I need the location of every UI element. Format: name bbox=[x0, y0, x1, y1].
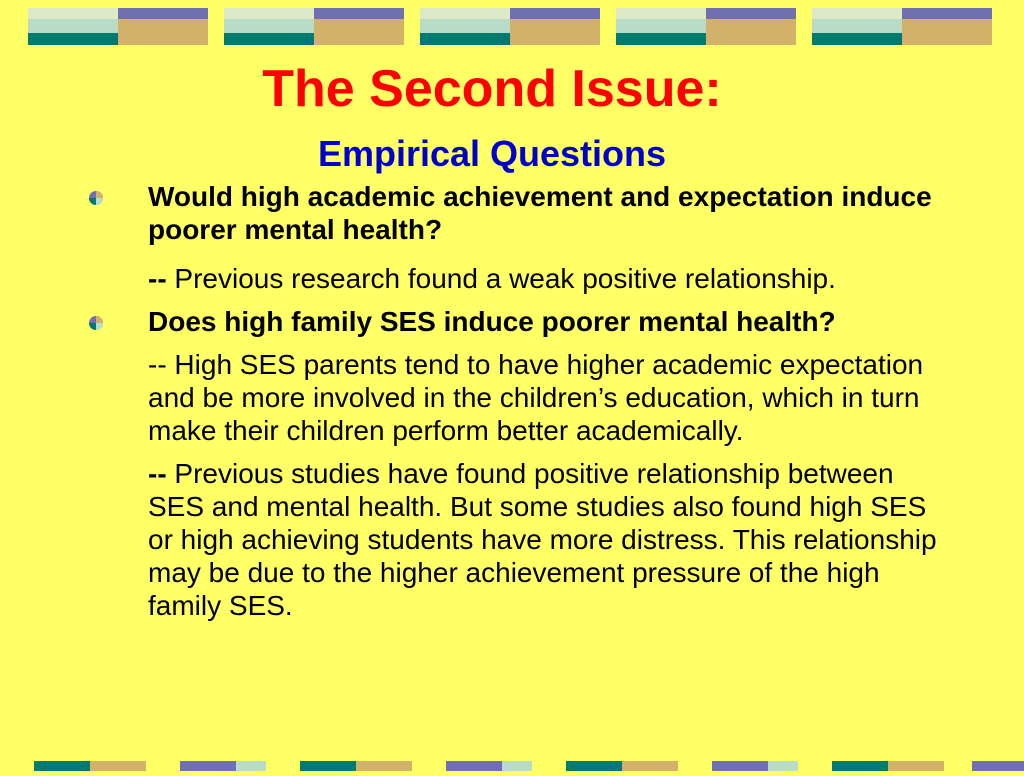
bullet-item-1 bbox=[0, 180, 1024, 246]
note-dash: -- bbox=[148, 349, 167, 380]
note-2-1 bbox=[0, 348, 948, 447]
bullet-disc-icon bbox=[88, 315, 104, 331]
top-banner-tile-5 bbox=[812, 8, 992, 45]
note-dash: -- bbox=[148, 263, 167, 294]
bullet-disc-icon bbox=[88, 190, 104, 206]
bottom-decorative-banner bbox=[0, 758, 1024, 768]
top-banner-tile-1 bbox=[28, 8, 208, 45]
bullet-question-1: Would high academic achievement and expectation induce poorer mental health? bbox=[148, 181, 932, 245]
top-banner-graphic bbox=[0, 8, 1024, 48]
note-dash: -- bbox=[148, 458, 167, 489]
note-text: Previous research found a weak positive relationship. bbox=[166, 263, 836, 294]
bullet-item-2 bbox=[0, 305, 1024, 338]
slide-title: The Second Issue: bbox=[262, 60, 722, 118]
note-2-2 bbox=[0, 457, 948, 622]
top-banner-tile-4 bbox=[616, 8, 796, 45]
top-decorative-banner bbox=[0, 8, 1024, 48]
slide-subtitle: Empirical Questions bbox=[317, 133, 667, 174]
top-banner-tile-3 bbox=[420, 8, 600, 45]
top-banner-tile-2 bbox=[224, 8, 404, 45]
slide-content bbox=[0, 180, 1024, 622]
bottom-banner-graphic bbox=[0, 761, 1024, 771]
note-1-1 bbox=[0, 262, 948, 295]
bullet-question-2: Does high family SES induce poorer mental health? bbox=[148, 306, 836, 337]
note-text: Previous studies have found positive relationship between SES and mental health. But some studies also found high SES or high achieving students have more distress. This relationship may be due to the higher achievement pressure of the high family SES. bbox=[148, 458, 937, 621]
note-text: High SES parents tend to have higher academic expectation and be more involved in the children’s education, which in turn make their children perform better academically. bbox=[148, 349, 924, 446]
